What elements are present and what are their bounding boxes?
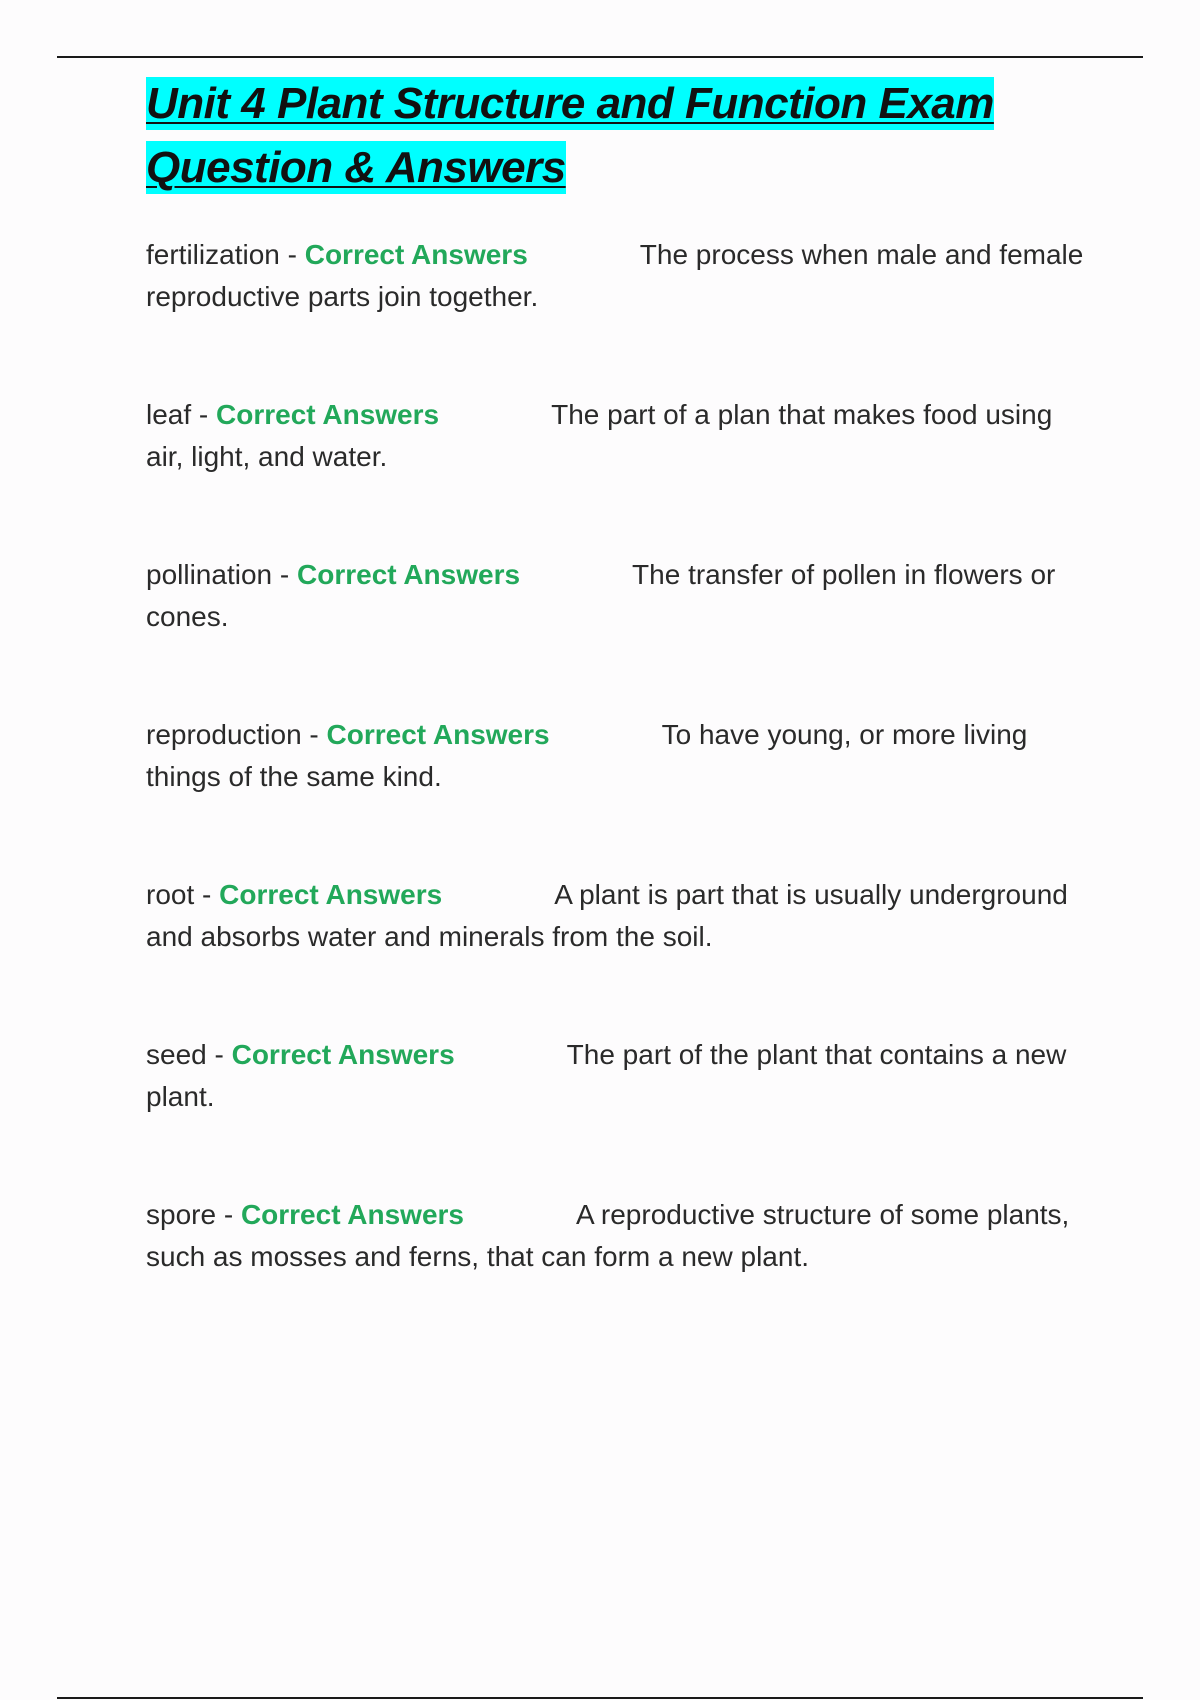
qa-item <box>146 714 1086 798</box>
qa-definition: The process when male and female reproductive parts join together. <box>146 239 1084 312</box>
qa-item <box>146 394 1086 478</box>
qa-item <box>146 554 1086 638</box>
qa-term: reproduction <box>146 719 302 750</box>
correct-answers-label: Correct Answers <box>231 1039 455 1070</box>
qa-term: fertilization <box>146 239 280 270</box>
correct-answers-label: Correct Answers <box>297 559 521 590</box>
qa-item <box>146 234 1086 318</box>
qa-separator: - <box>301 719 327 750</box>
correct-answers-label: Correct Answers <box>240 1199 464 1230</box>
qa-separator: - <box>206 1039 232 1070</box>
qa-separator: - <box>194 879 220 910</box>
qa-item <box>146 1034 1086 1118</box>
qa-definition: The part of the plant that contains a new plant. <box>146 1039 1067 1112</box>
bottom-rule <box>57 1697 1143 1699</box>
qa-definition: The part of a plan that makes food using air, light, and water. <box>146 399 1053 472</box>
title-line-2: Question & Answers <box>146 143 566 192</box>
qa-separator: - <box>279 239 305 270</box>
correct-answers-label: Correct Answers <box>216 399 440 430</box>
qa-term: root <box>146 879 195 910</box>
qa-definition: The transfer of pollen in flowers or cones. <box>146 559 1056 632</box>
qa-definition: A reproductive structure of some plants, such as mosses and ferns, that can form a new plant. <box>146 1199 1070 1272</box>
qa-separator: - <box>272 559 297 590</box>
qa-term: leaf <box>146 399 192 430</box>
title-line-1: Unit 4 Plant Structure and Function Exam <box>146 79 994 128</box>
qa-item <box>146 874 1086 958</box>
qa-term: seed <box>146 1039 207 1070</box>
qa-term: pollination <box>146 559 273 590</box>
top-rule <box>57 56 1143 58</box>
qa-term: spore <box>146 1199 217 1230</box>
correct-answers-label: Correct Answers <box>304 239 528 270</box>
document-body <box>146 72 1086 1354</box>
correct-answers-label: Correct Answers <box>326 719 550 750</box>
qa-item <box>146 1194 1086 1278</box>
qa-definition: A plant is part that is usually underground and absorbs water and minerals from the soil. <box>146 879 1068 952</box>
qa-separator: - <box>191 399 217 430</box>
qa-separator: - <box>216 1199 241 1230</box>
qa-definition: To have young, or more living things of the same kind. <box>146 719 1028 792</box>
correct-answers-label: Correct Answers <box>219 879 443 910</box>
document-title <box>146 72 1086 200</box>
